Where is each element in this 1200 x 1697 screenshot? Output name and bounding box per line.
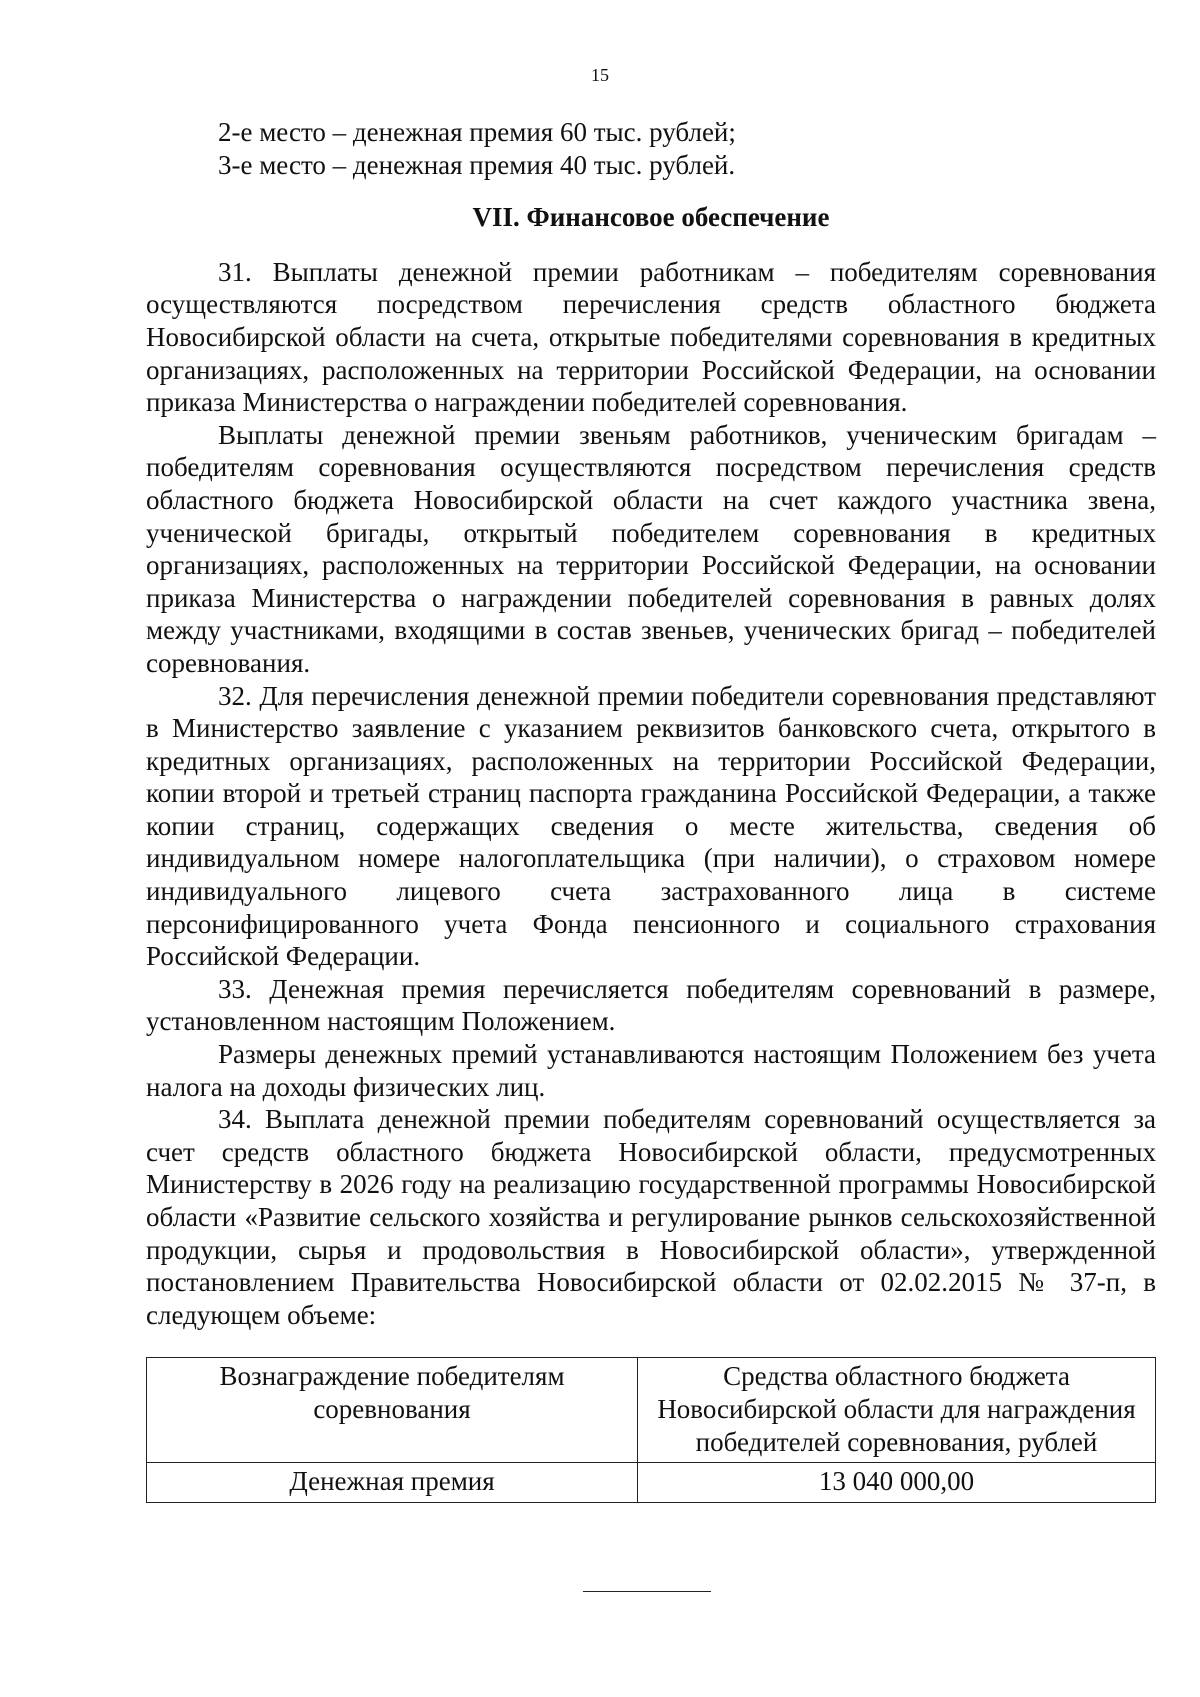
paragraph-34: 34. Выплата денежной премии победителям соревнований осуществляется за счет средств областного бюджета Новосибирской области, предусмотренных Министерству в 2026 году на реализацию государственной программы Новосибирской области «Развитие сельского хозяйства и регулирование рынков сельскохозяйственной продукции, сырья и продовольствия в Новосибирской области», утвержденной постановлением Правительства Новосибирской области от 02.02.2015 № 37-п, в следующем объеме: [146,1104,1156,1330]
paragraph-31: 31. Выплаты денежной премии работникам – победителям соревнования осуществляются посредством перечисления средств областного бюджета Новосибирской области на счета, открытые победителями соревнования в кредитных организациях, расположенных на территории Российской Федерации, на основании приказа Министерства о награждении победителей соревнования. [146,256,1156,418]
table-row [147,1463,1156,1503]
paragraph-31-continued: Выплаты денежной премии звеньям работников, ученическим бригадам – победителям соревнования осуществляются посредством перечисления средств областного бюджета Новосибирской области на счет каждого участника звена, ученической бригады, открытый победителем соревнования в кредитных организациях, расположенных на территории Российской Федерации, на основании приказа Министерства о награждении победителей соревнования в равных долях между участниками, входящими в состав звеньев, ученических бригад – победителей соревнования. [146,419,1156,678]
table-header-funds: Средства областного бюджета Новосибирской области для награждения победителей соревнования, рублей [638,1358,1156,1463]
paragraph-33: 33. Денежная премия перечисляется победителям соревнований в размере, установленном настоящим Положением. [146,973,1156,1037]
section-heading: VII. Финансовое обеспечение [472,202,830,233]
end-of-document-rule [583,1591,711,1592]
paragraph-32: 32. Для перечисления денежной премии победители соревнования представляют в Министерство заявление с указанием реквизитов банковского счета, открытого в кредитных организациях, расположенных на территории Российской Федерации, копии второй и третьей страниц паспорта гражданина Российской Федерации, а также копии страниц, содержащих сведения о месте жительства, сведения об индивидуальном номере налогоплательщика (при наличии), о страховом номере индивидуального лицевого счета застрахованного лица в системе персонифицированного учета Фонда пенсионного и социального страхования Российской Федерации. [146,680,1156,972]
page-number: 15 [591,65,609,85]
table-header-reward: Вознаграждение победителям соревнования [147,1358,638,1463]
budget-table [146,1357,1156,1502]
paragraph-33-continued: Размеры денежных премий устанавливаются настоящим Положением без учета налога на доходы физических лиц. [146,1039,1156,1102]
table-cell-reward-type: Денежная премия [147,1463,638,1503]
table-header-row [147,1358,1156,1463]
prize-line-3rd: 3-е место – денежная премия 40 тыс. рублей. [218,149,736,180]
table-cell-amount: 13 040 000,00 [638,1463,1156,1503]
document-body [146,116,1156,1503]
prize-line-2nd: 2-е место – денежная премия 60 тыс. рублей; [218,117,736,147]
